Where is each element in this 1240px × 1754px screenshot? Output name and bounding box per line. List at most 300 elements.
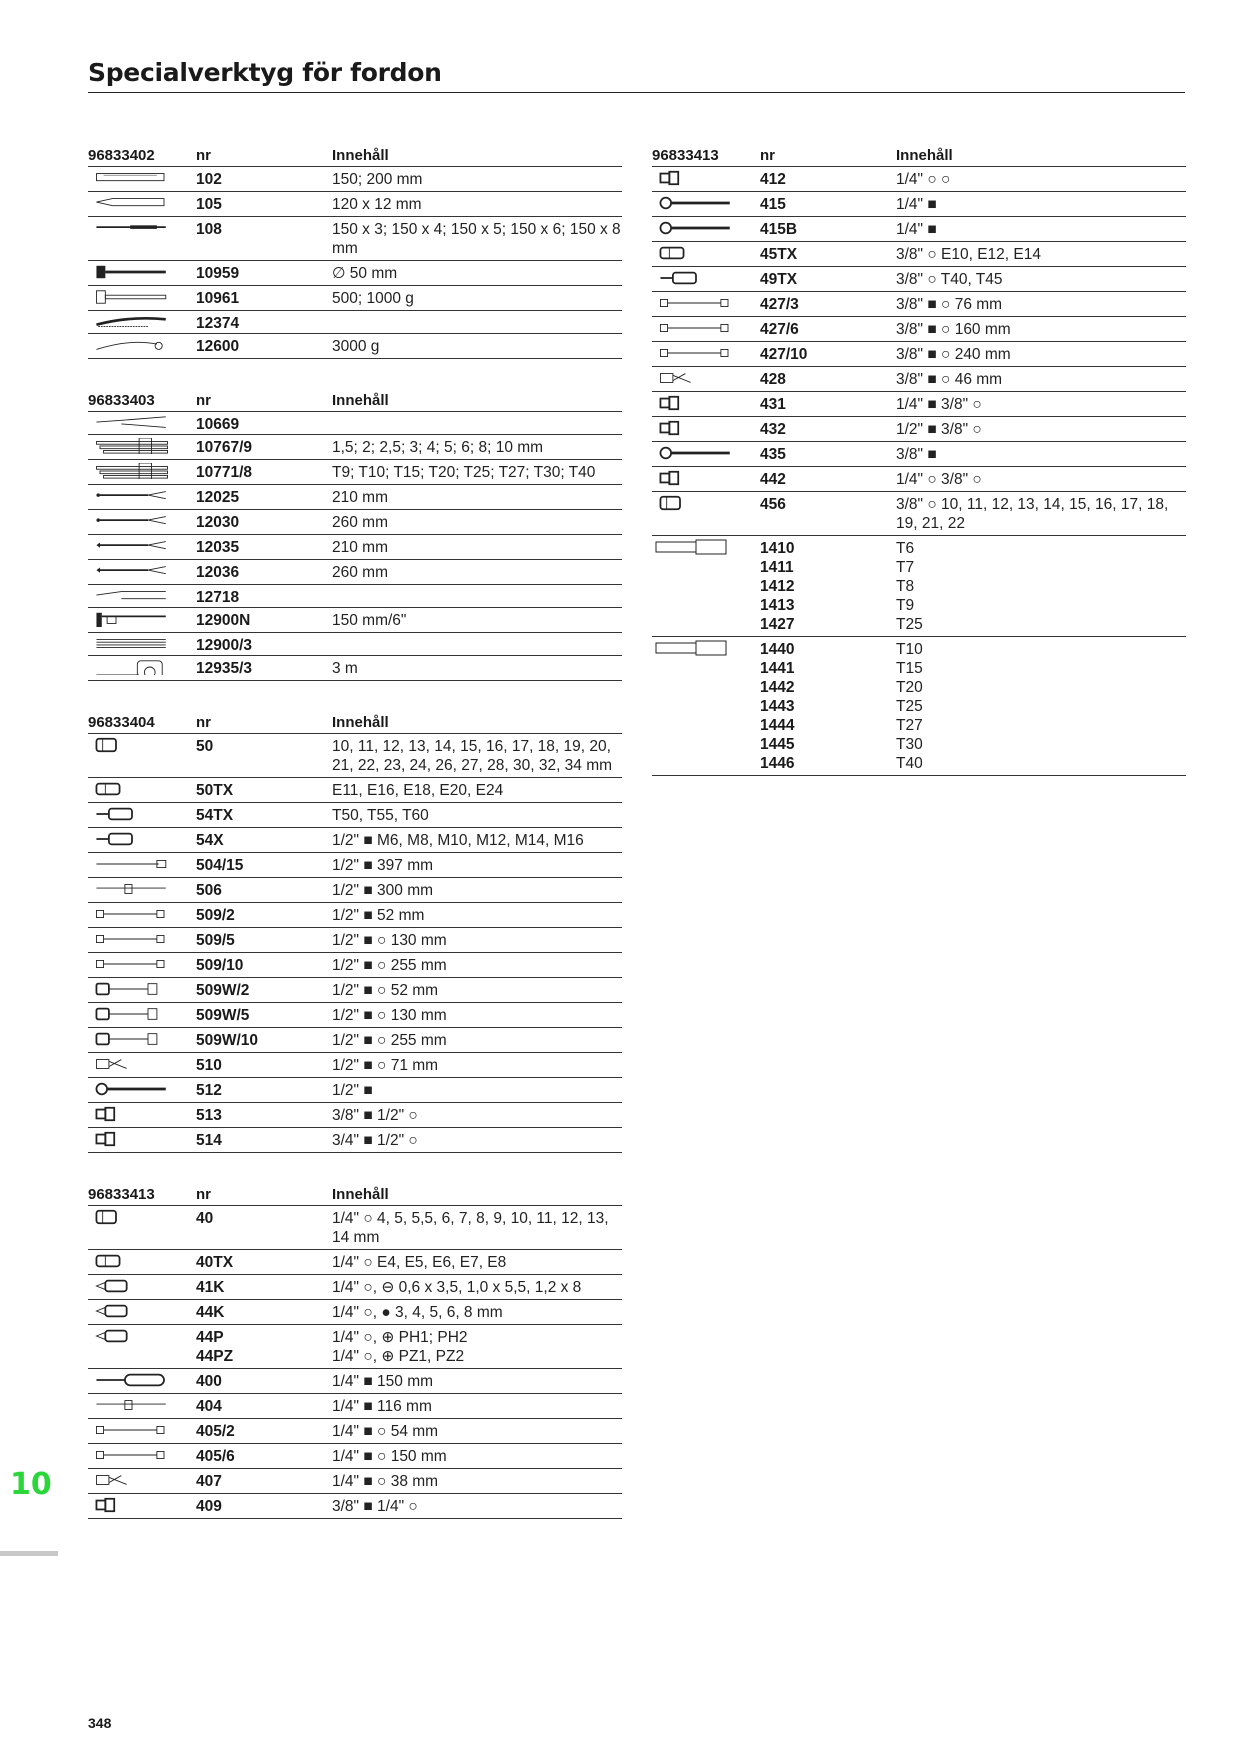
bent-nose-pliers-icon bbox=[88, 538, 176, 554]
content-description bbox=[332, 1028, 622, 1052]
article-number-value: 407 bbox=[196, 1473, 222, 1490]
adapter-icon bbox=[88, 1131, 176, 1147]
content-description bbox=[332, 1053, 622, 1077]
content-value: 3/8" ○ 10, 11, 12, 13, 14, 15, 16, 17, 18, 19, 21, 22 bbox=[896, 496, 1169, 532]
table-row bbox=[652, 217, 1186, 242]
content-description bbox=[332, 460, 622, 484]
content-description bbox=[332, 217, 622, 260]
tool-illustration bbox=[88, 585, 196, 607]
article-number-value: 10767/9 bbox=[196, 439, 253, 456]
table-row bbox=[88, 1028, 622, 1053]
content-description bbox=[896, 392, 1186, 416]
side-cutter-icon bbox=[88, 588, 176, 604]
tool-illustration bbox=[88, 460, 196, 484]
wobble-extension-icon bbox=[88, 981, 176, 997]
article-number-value: 506 bbox=[196, 882, 222, 899]
article-number-value: 105 bbox=[196, 196, 222, 213]
extension-bar-icon bbox=[652, 320, 740, 336]
tool-illustration bbox=[88, 485, 196, 509]
table-row bbox=[652, 167, 1186, 192]
content-value: T6 bbox=[896, 540, 915, 557]
tool-illustration bbox=[88, 878, 196, 902]
product-set-block bbox=[652, 142, 1186, 776]
article-number-value: 415 bbox=[760, 196, 786, 213]
long-nose-pliers-icon bbox=[88, 488, 176, 504]
tool-illustration bbox=[88, 412, 196, 434]
table-row bbox=[88, 828, 622, 853]
column-header-content: Innehåll bbox=[332, 1186, 389, 1203]
article-number-value: 456 bbox=[760, 496, 786, 513]
table-row bbox=[88, 633, 622, 656]
bit-socket-icon bbox=[652, 270, 740, 286]
tool-illustration bbox=[88, 435, 196, 459]
content-description bbox=[332, 1128, 622, 1152]
content-value: 3/8" ■ 1/4" ○ bbox=[332, 1498, 418, 1515]
article-number bbox=[196, 1128, 332, 1152]
content-value: 1/4" ○ E4, E5, E6, E7, E8 bbox=[332, 1254, 507, 1271]
article-number bbox=[196, 334, 332, 358]
article-number bbox=[196, 803, 332, 827]
table-row bbox=[88, 192, 622, 217]
article-number bbox=[196, 1206, 332, 1249]
content-description bbox=[332, 1444, 622, 1468]
tool-illustration bbox=[88, 1275, 196, 1299]
content-value: 210 mm bbox=[332, 539, 388, 556]
article-number bbox=[196, 1494, 332, 1518]
content-description bbox=[332, 535, 622, 559]
article-number bbox=[196, 903, 332, 927]
content-description bbox=[896, 292, 1186, 316]
table-row bbox=[652, 267, 1186, 292]
content-description bbox=[332, 261, 622, 285]
table-row bbox=[88, 167, 622, 192]
table-row bbox=[88, 1419, 622, 1444]
content-description bbox=[896, 442, 1186, 466]
article-number-value: 1427 bbox=[760, 616, 795, 633]
vernier-caliper-icon bbox=[88, 611, 176, 627]
content-description bbox=[332, 1369, 622, 1393]
article-number-value: 40TX bbox=[196, 1254, 234, 1271]
content-value: 1/2" ■ ○ 52 mm bbox=[332, 982, 439, 999]
tool-illustration bbox=[88, 286, 196, 310]
article-number bbox=[196, 1053, 332, 1077]
content-value: 150; 200 mm bbox=[332, 171, 423, 188]
content-description bbox=[332, 734, 622, 777]
content-description bbox=[896, 637, 1186, 775]
table-row bbox=[88, 435, 622, 460]
content-description bbox=[332, 192, 622, 216]
article-number-value: 427/3 bbox=[760, 296, 799, 313]
table-row bbox=[88, 510, 622, 535]
set-header-row bbox=[88, 387, 622, 412]
article-number bbox=[196, 853, 332, 877]
content-value: 1/2" ■ 3/8" ○ bbox=[896, 421, 982, 438]
content-description bbox=[332, 286, 622, 310]
table-row bbox=[88, 928, 622, 953]
content-description bbox=[332, 853, 622, 877]
article-number-value: 428 bbox=[760, 371, 786, 388]
content-value: 1/4" ■ 116 mm bbox=[332, 1398, 432, 1415]
article-number-value: 415B bbox=[760, 221, 798, 238]
set-header-row bbox=[652, 142, 1186, 167]
article-number-value: 1445 bbox=[760, 736, 795, 753]
article-number-value: 40 bbox=[196, 1210, 214, 1227]
tool-illustration bbox=[88, 1419, 196, 1443]
content-value: 1/2" ■ 300 mm bbox=[332, 882, 434, 899]
article-number bbox=[196, 608, 332, 632]
content-description bbox=[332, 656, 622, 680]
article-number-value: 409 bbox=[196, 1498, 222, 1515]
extension-bar-icon bbox=[88, 1447, 176, 1463]
tool-illustration bbox=[88, 1394, 196, 1418]
table-row bbox=[652, 317, 1186, 342]
wobble-extension-icon bbox=[88, 1031, 176, 1047]
article-number-value: 1446 bbox=[760, 755, 795, 772]
content-value: 1/2" ■ ○ 71 mm bbox=[332, 1057, 439, 1074]
content-value: 1/4" ○, ● 3, 4, 5, 6, 8 mm bbox=[332, 1304, 503, 1321]
content-value: 1/2" ■ ○ 255 mm bbox=[332, 1032, 447, 1049]
article-number bbox=[760, 637, 896, 775]
set-header-row bbox=[88, 142, 622, 167]
content-description bbox=[332, 1469, 622, 1493]
article-number bbox=[196, 778, 332, 802]
article-number-value: 44PZ bbox=[196, 1348, 234, 1365]
content-value: 120 x 12 mm bbox=[332, 196, 422, 213]
content-value: 1/4" ○ 3/8" ○ bbox=[896, 471, 982, 488]
article-number-value: 50TX bbox=[196, 782, 234, 799]
content-value: T30 bbox=[896, 736, 923, 753]
article-number-value: 509/10 bbox=[196, 957, 244, 974]
content-value: 1/2" ■ ○ 255 mm bbox=[332, 957, 447, 974]
content-description bbox=[332, 608, 622, 632]
universal-joint-icon bbox=[88, 1472, 176, 1488]
content-description bbox=[332, 560, 622, 584]
article-number bbox=[196, 1250, 332, 1274]
article-number bbox=[196, 656, 332, 680]
article-number-value: 509/5 bbox=[196, 932, 235, 949]
content-value: 3/8" ○ E10, E12, E14 bbox=[896, 246, 1041, 263]
content-description bbox=[332, 412, 622, 434]
content-value: 1/4" ○, ⊖ 0,6 x 3,5, 1,0 x 5,5, 1,2 x 8 bbox=[332, 1279, 582, 1296]
table-row bbox=[88, 334, 622, 359]
wobble-extension-icon bbox=[88, 1006, 176, 1022]
article-number bbox=[760, 417, 896, 441]
article-number-value: 49TX bbox=[760, 271, 798, 288]
content-description bbox=[332, 1300, 622, 1324]
article-number-value: 427/10 bbox=[760, 346, 808, 363]
article-number-value: 512 bbox=[196, 1082, 222, 1099]
tool-illustration bbox=[88, 261, 196, 285]
table-row bbox=[88, 978, 622, 1003]
content-description bbox=[332, 510, 622, 534]
content-description bbox=[332, 1078, 622, 1102]
column-header-content: Innehåll bbox=[332, 714, 389, 731]
tool-illustration bbox=[88, 778, 196, 802]
tool-illustration bbox=[88, 1103, 196, 1127]
tool-illustration bbox=[652, 217, 760, 241]
article-number-value: 12035 bbox=[196, 539, 240, 556]
table-row bbox=[88, 1300, 622, 1325]
article-number-value: 404 bbox=[196, 1398, 222, 1415]
content-value: 1/4" ○, ⊕ PZ1, PZ2 bbox=[332, 1348, 465, 1365]
tool-illustration bbox=[88, 217, 196, 260]
article-number bbox=[196, 1419, 332, 1443]
content-value: 1/2" ■ M6, M8, M10, M12, M14, M16 bbox=[332, 832, 584, 849]
content-description bbox=[332, 1394, 622, 1418]
content-value: 150 x 3; 150 x 4; 150 x 5; 150 x 6; 150 x 8 mm bbox=[332, 221, 621, 257]
article-number bbox=[760, 492, 896, 535]
article-number bbox=[760, 317, 896, 341]
page-title: Specialverktyg för fordon bbox=[88, 58, 442, 87]
article-number-value: 510 bbox=[196, 1057, 222, 1074]
table-row bbox=[652, 242, 1186, 267]
article-number-value: 509W/2 bbox=[196, 982, 250, 999]
article-number bbox=[196, 1469, 332, 1493]
article-number bbox=[196, 560, 332, 584]
content-value: 3/8" ■ ○ 240 mm bbox=[896, 346, 1011, 363]
content-value: T40 bbox=[896, 755, 923, 772]
content-description bbox=[332, 928, 622, 952]
content-value: 1/2" ■ bbox=[332, 1082, 373, 1099]
socket-icon bbox=[88, 737, 176, 753]
product-set-block bbox=[88, 709, 622, 1153]
section-marker-bar bbox=[0, 1551, 58, 1556]
article-number bbox=[760, 367, 896, 391]
socket-icon bbox=[88, 1209, 176, 1225]
pin-punch-icon bbox=[88, 264, 176, 280]
tool-illustration bbox=[88, 1028, 196, 1052]
content-description bbox=[332, 435, 622, 459]
tool-illustration bbox=[652, 242, 760, 266]
table-row bbox=[88, 1053, 622, 1078]
article-number-value: 12374 bbox=[196, 315, 240, 332]
article-number-value: 108 bbox=[196, 221, 222, 238]
tool-illustration bbox=[652, 536, 760, 636]
punch-icon bbox=[88, 220, 176, 236]
tool-illustration bbox=[88, 1078, 196, 1102]
content-description bbox=[896, 192, 1186, 216]
content-value: T10 bbox=[896, 641, 923, 658]
article-number-value: 504/15 bbox=[196, 857, 244, 874]
content-description bbox=[332, 878, 622, 902]
bit-socket-icon bbox=[88, 806, 176, 822]
article-number-value: 1412 bbox=[760, 578, 795, 595]
article-number-value: 431 bbox=[760, 396, 786, 413]
article-number bbox=[196, 485, 332, 509]
article-number-value: 509W/5 bbox=[196, 1007, 250, 1024]
content-description bbox=[896, 492, 1186, 535]
set-code: 96833404 bbox=[88, 714, 155, 731]
content-value: 3 m bbox=[332, 660, 358, 677]
t-handle-icon bbox=[88, 1397, 176, 1413]
table-row bbox=[88, 878, 622, 903]
pliers-icon bbox=[88, 415, 176, 431]
ratchet-icon bbox=[652, 220, 740, 236]
set-code: 96833413 bbox=[652, 147, 719, 164]
extension-bar-icon bbox=[652, 295, 740, 311]
article-number-value: 509/2 bbox=[196, 907, 235, 924]
tool-illustration bbox=[88, 1469, 196, 1493]
content-value: 1/4" ■ ○ 38 mm bbox=[332, 1473, 439, 1490]
table-row bbox=[88, 585, 622, 608]
article-number-value: 1411 bbox=[760, 559, 794, 576]
bit-holder-icon bbox=[88, 1278, 176, 1294]
adapter-icon bbox=[88, 1497, 176, 1513]
socket-icon bbox=[652, 495, 740, 511]
tool-illustration bbox=[88, 560, 196, 584]
article-number-value: 10959 bbox=[196, 265, 240, 282]
table-row bbox=[652, 417, 1186, 442]
breaker-bar-icon bbox=[88, 856, 176, 872]
torx-bit-icon bbox=[652, 640, 740, 658]
content-value: 1/4" ■ ○ 150 mm bbox=[332, 1448, 447, 1465]
content-value: 1,5; 2; 2,5; 3; 4; 5; 6; 8; 10 mm bbox=[332, 439, 544, 456]
tool-illustration bbox=[88, 1250, 196, 1274]
table-row bbox=[652, 536, 1186, 637]
article-number bbox=[196, 633, 332, 655]
tool-illustration bbox=[652, 267, 760, 291]
product-set-block bbox=[88, 387, 622, 681]
article-number bbox=[760, 342, 896, 366]
tool-illustration bbox=[88, 828, 196, 852]
content-value: 1/4" ■ 3/8" ○ bbox=[896, 396, 982, 413]
content-value: 3/8" ■ ○ 160 mm bbox=[896, 321, 1011, 338]
article-number-value: 44P bbox=[196, 1329, 224, 1346]
article-number bbox=[196, 192, 332, 216]
article-number-value: 44K bbox=[196, 1304, 225, 1321]
content-description bbox=[896, 242, 1186, 266]
content-description bbox=[332, 828, 622, 852]
article-number-value: 1413 bbox=[760, 597, 795, 614]
article-number bbox=[196, 167, 332, 191]
tool-illustration bbox=[88, 953, 196, 977]
article-number-value: 54X bbox=[196, 832, 224, 849]
table-row bbox=[88, 535, 622, 560]
set-header-row bbox=[88, 1181, 622, 1206]
content-description bbox=[896, 417, 1186, 441]
article-number-value: 102 bbox=[196, 171, 222, 188]
tool-illustration bbox=[88, 608, 196, 632]
tape-measure-icon bbox=[88, 659, 176, 675]
bent-nose-pliers-icon bbox=[88, 563, 176, 579]
content-description bbox=[332, 633, 622, 655]
article-number bbox=[196, 828, 332, 852]
article-number-value: 432 bbox=[760, 421, 786, 438]
tool-illustration bbox=[88, 334, 196, 358]
content-description bbox=[896, 536, 1186, 636]
adapter-icon bbox=[652, 170, 740, 186]
content-value: 3/8" ■ ○ 46 mm bbox=[896, 371, 1003, 388]
tool-illustration bbox=[88, 853, 196, 877]
content-description bbox=[332, 1103, 622, 1127]
tool-illustration bbox=[652, 317, 760, 341]
content-value: ∅ 50 mm bbox=[332, 265, 398, 282]
content-description bbox=[332, 311, 622, 333]
table-row bbox=[652, 492, 1186, 536]
article-number-value: 41K bbox=[196, 1279, 225, 1296]
article-number bbox=[196, 286, 332, 310]
content-value: 3/8" ■ ○ 76 mm bbox=[896, 296, 1003, 313]
content-description bbox=[332, 334, 622, 358]
product-set-block bbox=[88, 142, 622, 359]
article-number-value: 1442 bbox=[760, 679, 795, 696]
article-number bbox=[196, 1028, 332, 1052]
right-column bbox=[652, 142, 1186, 804]
content-value: 3/8" ■ 1/2" ○ bbox=[332, 1107, 418, 1124]
tool-illustration bbox=[88, 1444, 196, 1468]
article-number-value: 1443 bbox=[760, 698, 795, 715]
tool-illustration bbox=[652, 467, 760, 491]
content-value: 1/2" ■ ○ 130 mm bbox=[332, 1007, 447, 1024]
tool-illustration bbox=[652, 367, 760, 391]
table-row bbox=[652, 192, 1186, 217]
page-number: 348 bbox=[88, 1715, 112, 1731]
extension-bar-icon bbox=[652, 345, 740, 361]
article-number bbox=[196, 585, 332, 607]
table-row bbox=[88, 286, 622, 311]
table-row bbox=[88, 412, 622, 435]
article-number bbox=[196, 510, 332, 534]
article-number-value: 509W/10 bbox=[196, 1032, 259, 1049]
article-number-value: 405/6 bbox=[196, 1448, 235, 1465]
tool-illustration bbox=[652, 392, 760, 416]
content-description bbox=[332, 1206, 622, 1249]
tool-illustration bbox=[88, 1369, 196, 1393]
content-value: 1/4" ■ bbox=[896, 221, 937, 238]
ratchet-icon bbox=[88, 1081, 176, 1097]
tool-illustration bbox=[88, 535, 196, 559]
hex-key-set-icon bbox=[88, 438, 176, 454]
article-number-value: 405/2 bbox=[196, 1423, 235, 1440]
table-row bbox=[88, 311, 622, 334]
content-description bbox=[896, 217, 1186, 241]
torx-key-set-icon bbox=[88, 463, 176, 479]
article-number-value: 1444 bbox=[760, 717, 795, 734]
set-header-row bbox=[88, 709, 622, 734]
content-value: 1/4" ○ 4, 5, 5,5, 6, 7, 8, 9, 10, 11, 12, 13, 14 mm bbox=[332, 1210, 609, 1246]
content-value: 1/2" ■ 397 mm bbox=[332, 857, 434, 874]
content-value: 1/4" ○, ⊕ PH1; PH2 bbox=[332, 1329, 468, 1346]
article-number-value: 12718 bbox=[196, 589, 240, 606]
column-header-nr: nr bbox=[196, 147, 211, 164]
set-code: 96833402 bbox=[88, 147, 155, 164]
hammer-icon bbox=[88, 289, 176, 305]
chisel-icon bbox=[88, 170, 176, 186]
content-description bbox=[332, 1494, 622, 1518]
article-number-value: 400 bbox=[196, 1373, 222, 1390]
article-number bbox=[196, 311, 332, 333]
table-row bbox=[88, 1394, 622, 1419]
article-number bbox=[760, 536, 896, 636]
content-description bbox=[332, 1419, 622, 1443]
content-description bbox=[332, 585, 622, 607]
bit-holder-icon bbox=[88, 1328, 176, 1344]
article-number bbox=[196, 435, 332, 459]
table-row bbox=[88, 1494, 622, 1519]
article-number bbox=[760, 292, 896, 316]
content-description bbox=[332, 778, 622, 802]
content-description bbox=[332, 1250, 622, 1274]
tool-illustration bbox=[88, 1128, 196, 1152]
article-number bbox=[196, 460, 332, 484]
table-row bbox=[88, 1128, 622, 1153]
content-description bbox=[332, 1003, 622, 1027]
torx-socket-icon bbox=[88, 1253, 176, 1269]
table-row bbox=[88, 1078, 622, 1103]
tool-illustration bbox=[88, 1206, 196, 1249]
table-row bbox=[88, 560, 622, 585]
column-header-nr: nr bbox=[196, 1186, 211, 1203]
